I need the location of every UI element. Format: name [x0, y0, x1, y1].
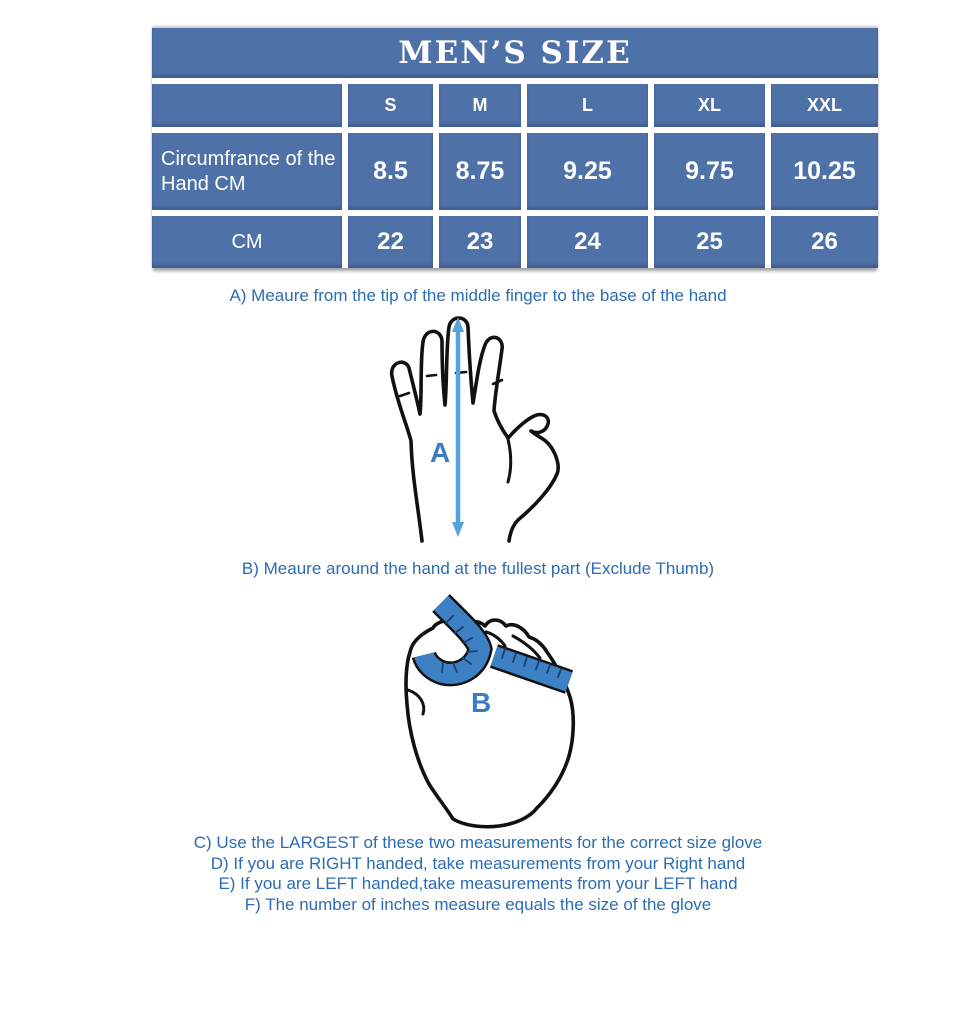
instruction-d: D) If you are RIGHT handed, take measurements from your Right hand [210, 853, 746, 873]
circumference-value-m: 8.75 [439, 133, 521, 210]
hand-label-a: A [430, 437, 451, 468]
corner-cell [152, 84, 342, 127]
instruction-b: B) Meaure around the hand at the fullest part (Exclude Thumb) [241, 559, 715, 578]
hand-outline [392, 318, 559, 541]
ring-crease [427, 375, 436, 376]
cm-value-l: 24 [527, 216, 648, 268]
circumference-value-s: 8.5 [348, 133, 433, 210]
row-label-cm: CM [152, 216, 342, 268]
size-header-xl: XL [654, 84, 765, 127]
cm-value-xxl: 26 [771, 216, 878, 268]
size-header-xxl: XXL [771, 84, 878, 127]
size-header-m: M [439, 84, 521, 127]
circumference-value-xxl: 10.25 [771, 133, 878, 210]
instruction-c: C) Use the LARGEST of these two measurements for the correct size glove [193, 833, 763, 852]
instruction-e: E) If you are LEFT handed,take measurements from your LEFT hand [218, 874, 738, 893]
instruction-a: A) Meaure from the tip of the middle finger to the base of the hand [229, 286, 727, 305]
open-hand-diagram [360, 310, 600, 547]
mens-size-table [152, 28, 878, 268]
size-header-s: S [348, 84, 433, 127]
circumference-value-xl: 9.75 [654, 133, 765, 210]
cm-value-s: 22 [348, 216, 433, 268]
fist-label-b: B [471, 687, 492, 718]
circumference-value-l: 9.25 [527, 133, 648, 210]
size-header-l: L [527, 84, 648, 127]
instruction-f: F) The number of inches measure equals the size of the glove [244, 894, 712, 914]
instruction-list [0, 833, 956, 915]
fist-tape-diagram [393, 590, 598, 832]
row-label-circumference: Circumfrance of the Hand CM [152, 133, 342, 210]
table-title: MEN’S SIZE [152, 28, 878, 78]
cm-value-m: 23 [439, 216, 521, 268]
cm-value-xl: 25 [654, 216, 765, 268]
